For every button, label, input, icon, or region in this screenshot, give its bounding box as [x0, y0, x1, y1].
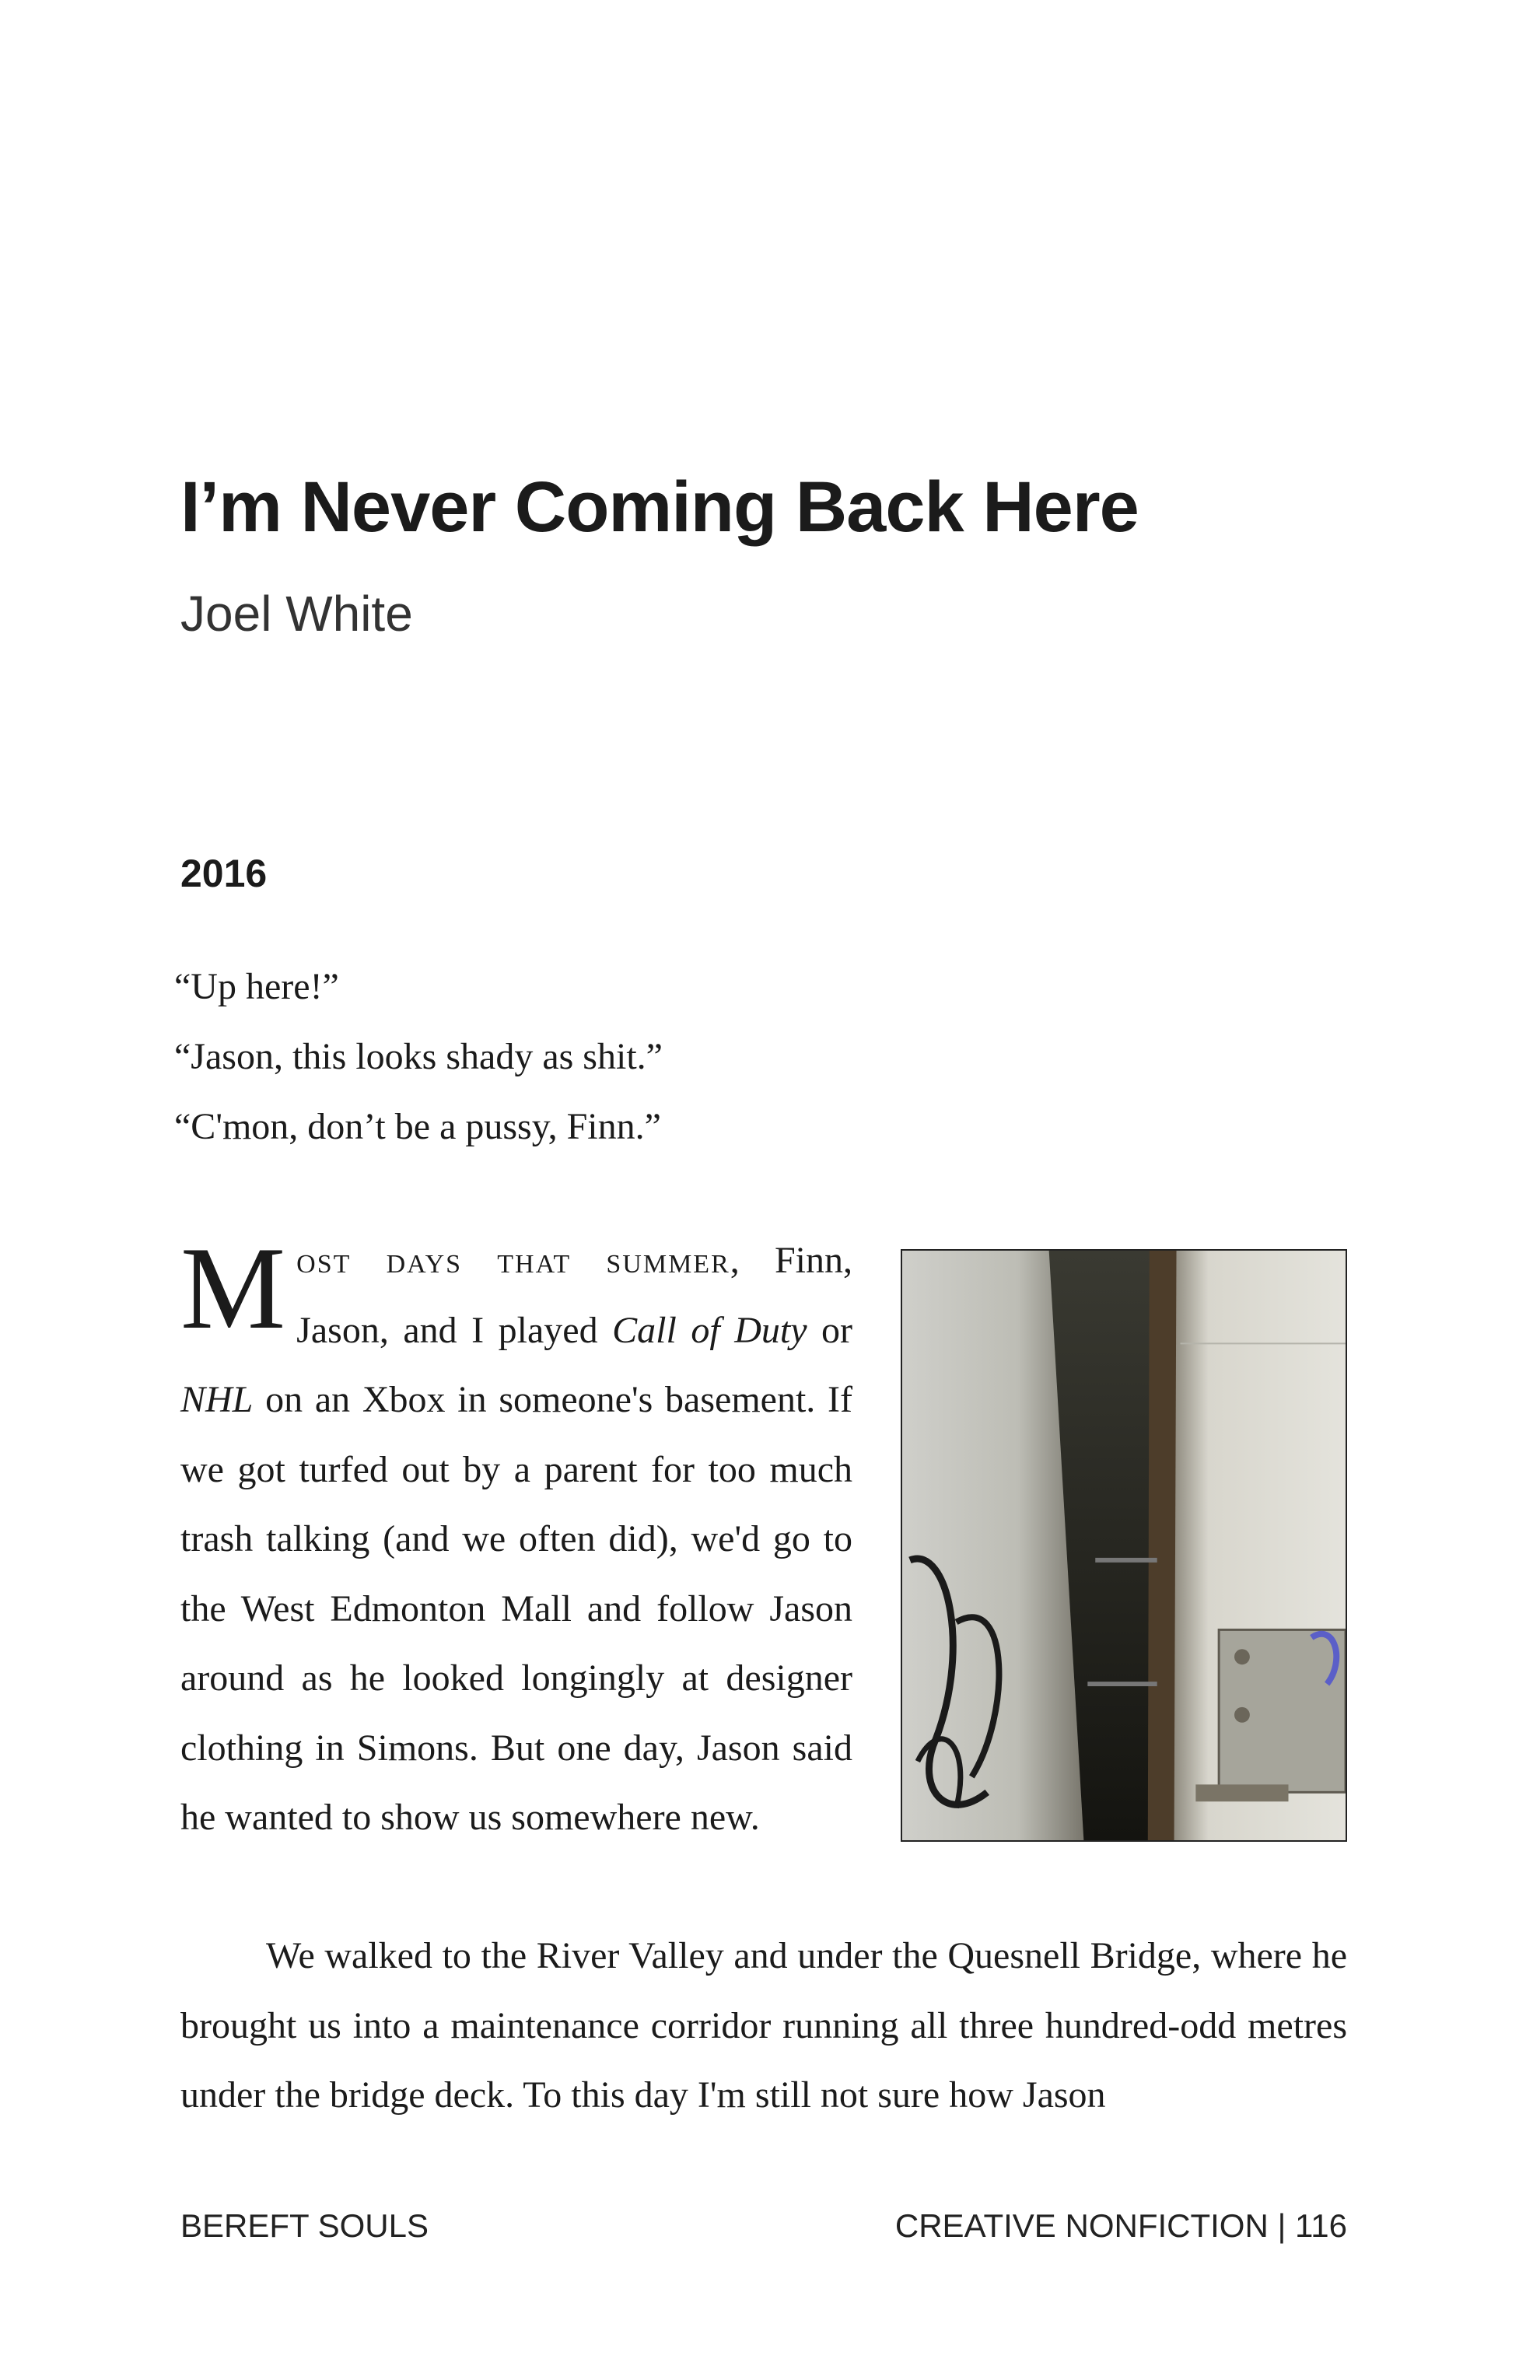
author-name: Joel White — [180, 586, 413, 642]
footer-publication: BEREFT SOULS — [180, 2207, 429, 2244]
opening-small-caps: ost days that summer, — [296, 1240, 741, 1281]
body-paragraph-second: We walked to the River Valley and under the Quesnell Bridge, where he brought us into a maintenance corridor running all three hundred-odd metres under the bridge deck. To this day I'm still not sure how Jason — [180, 1935, 1347, 2116]
dialogue-line: “C'mon, don’t be a pussy, Finn.” — [174, 1106, 661, 1147]
body-paragraph-intro — [180, 1223, 853, 1853]
footer-section-page: CREATIVE NONFICTION | 116 — [894, 2207, 1347, 2244]
game-title-italic: NHL — [180, 1379, 254, 1420]
dialogue-line: “Jason, this looks shady as shit.” — [174, 1036, 663, 1077]
game-title-italic: Call of Duty — [612, 1309, 807, 1351]
section-heading: 2016 — [180, 852, 268, 895]
photo-illustration — [902, 1251, 1346, 1840]
body-text: Finn, Jason, and I played — [296, 1240, 852, 1351]
dialogue-block — [174, 952, 663, 1162]
story-title: I’m Never Coming Back Here — [180, 467, 1139, 547]
drop-cap: M — [180, 1223, 286, 1353]
body-text: on an Xbox in someone's basement. If we got turfed out by a parent for too much trash talking (and we often did), we'd go to the West Edmonton Mall and follow Jason around as he looked longingly at designer clothing in Simons. But one day, Jason said he wanted to show us somewhere new. — [180, 1379, 852, 1838]
bridge-corridor-photo — [901, 1249, 1347, 1842]
dialogue-line: “Up here!” — [174, 966, 339, 1007]
body-text: or — [807, 1309, 853, 1351]
